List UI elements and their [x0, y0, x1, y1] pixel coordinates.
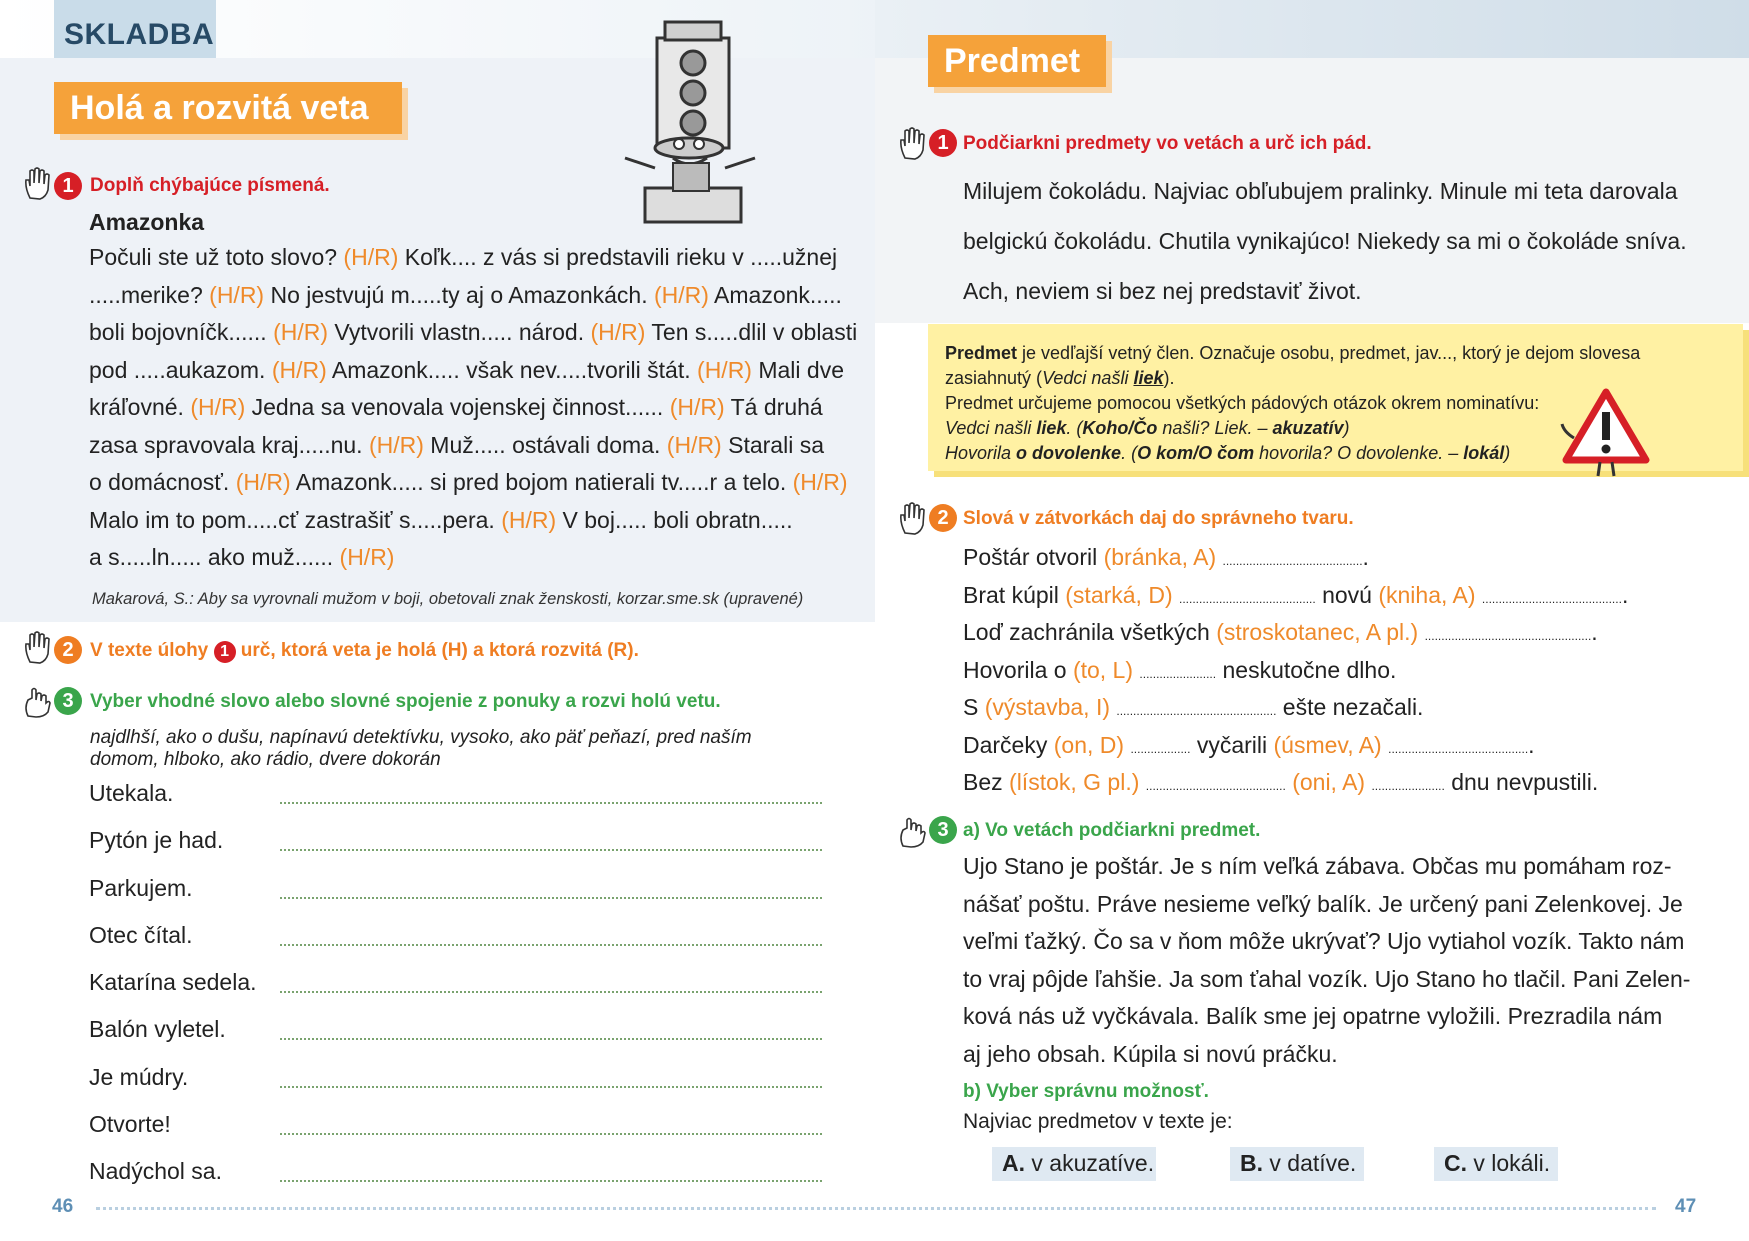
- answer-row: Otec čítal.: [89, 922, 822, 969]
- hand-point-icon: [22, 684, 54, 718]
- info-line: Hovorila o dovolenke. (O kom/O čom hovorila? O dovolenke. – lokál): [945, 443, 1511, 463]
- text-heading: Amazonka: [89, 209, 205, 235]
- text-line: Milujem čokoládu. Najviac obľubujem pralinky. Minule mi teta darovala: [963, 178, 1678, 204]
- fill-row: S (výstavba, I) ................................................ ešte nezačali.: [963, 694, 1424, 720]
- answer-row: Parkujem.: [89, 875, 822, 922]
- text-line: kráľovné. (H/R) Jedna sa venovala vojenskej činnost...... (H/R) Tá druhá: [89, 394, 823, 420]
- info-line: Predmet určujeme pomocou všetkých pádových otázok okrem nominatívu:: [945, 393, 1540, 413]
- answer-row: Balón vyletel.: [89, 1016, 822, 1063]
- text-line: o domácnosť. (H/R) Amazonk..... si pred bojom natierali tv.....r a telo. (H/R): [89, 469, 848, 495]
- answer-field[interactable]: [280, 897, 822, 899]
- page-number-left: 46: [52, 1196, 74, 1217]
- page-number-right: 47: [1675, 1196, 1697, 1217]
- text-line: aj jeho obsah. Kúpila si novú práčku.: [963, 1040, 1338, 1067]
- exercise-text: [963, 178, 1687, 328]
- task-number-badge: 2: [54, 636, 82, 664]
- source-citation: Makarová, S.: Aby sa vyrovnali mužom v boji, obetovali znak ženskosti, korzar.sme.sk (upravené): [92, 590, 804, 608]
- answer-field[interactable]: [280, 944, 822, 946]
- text-line: Počuli ste už toto slovo? (H/R) Koľk.... z vás si predstavili rieku v .....užnej: [89, 244, 838, 270]
- fill-row: Hovorila o (to, L) ....................... neskutočne dlho.: [963, 656, 1397, 683]
- hand-point-icon: [897, 814, 929, 848]
- answer-option-c[interactable]: C. v lokáli.: [1434, 1147, 1558, 1181]
- answer-row: Otvorte!: [89, 1111, 822, 1158]
- warning-sign-icon: [1560, 388, 1652, 480]
- task-reference-badge: 1: [214, 641, 236, 663]
- text-line: boli bojovníčk...... (H/R) Vytvorili vlastn..... národ. (H/R) Ten s.....dlil v oblasti: [89, 319, 858, 345]
- answer-field[interactable]: [280, 802, 822, 804]
- answer-lines: [89, 780, 822, 1206]
- blank-field[interactable]: ..........................................: [1222, 554, 1363, 568]
- exercise-text: [963, 853, 1690, 1078]
- right-page-title: Predmet: [928, 35, 1106, 87]
- blank-field[interactable]: ..........................................: [1145, 779, 1286, 793]
- text-line: a s.....ln..... ako muž...... (H/R): [89, 544, 395, 570]
- text-line: zasa spravovala kraj.....nu. (H/R) Muž..... ostávali doma. (H/R) Starali sa: [89, 431, 824, 458]
- task-number-badge: 3: [929, 816, 957, 844]
- task-number-badge: 2: [929, 504, 957, 532]
- hand-stop-icon: [897, 126, 929, 160]
- blank-field[interactable]: ..........................................: [1481, 591, 1622, 606]
- blank-field[interactable]: ................................................: [1116, 704, 1277, 718]
- fill-in-exercise: [963, 544, 1628, 807]
- text-line: Ujo Stano je poštár. Je s ním veľká zábava. Občas mu pomáham roz-: [963, 853, 1672, 879]
- task-sub-instruction: b) Vyber správnu možnosť.: [963, 1081, 1209, 1102]
- blank-field[interactable]: ......................: [1371, 779, 1445, 793]
- task-instruction: Slová v zátvorkách daj do správneho tvaru.: [963, 508, 1354, 529]
- text-line: to vraj pôjde ľahšie. Ja som ťahal vozík. Ujo Stano ho tlačil. Pani Zelen-: [963, 965, 1691, 992]
- task-number-badge: 3: [54, 687, 82, 715]
- fill-row: Poštár otvoril (bránka, A) ...........................................: [963, 544, 1369, 570]
- answer-row: Katarína sedela.: [89, 969, 822, 1016]
- answer-row: Je múdry.: [89, 1064, 822, 1111]
- answer-row: Nadýchol sa.: [89, 1158, 822, 1205]
- footer-divider: [96, 1207, 1656, 1210]
- answer-field[interactable]: [280, 991, 822, 993]
- text-line: ková nás už vyčkávala. Balík sme jej opatrne vyložili. Prezradila nám: [963, 1003, 1663, 1029]
- fill-row: Bez (lístok, G pl.) .......................................... (oni, A) ...................... dnu nevpustili.: [963, 769, 1599, 795]
- hand-write-icon: [897, 501, 929, 535]
- traffic-light-mascot-icon: [615, 18, 775, 228]
- task-number-badge: 1: [54, 172, 82, 200]
- text-line: nášať poštu. Práve nesieme veľký balík. Je určený pani Zelenkovej. Je: [963, 890, 1683, 917]
- task-number-badge: 1: [929, 129, 957, 157]
- fill-row: Brat kúpil (starká, D) ......................................... novú (kniha, A) ...........................................: [963, 581, 1629, 608]
- text-line: Malo im to pom.....cť zastrašiť s.....pera. (H/R) V boj..... boli obratn.....: [89, 506, 793, 533]
- word-options: najdlhší, ako o dušu, napínavú detektívku, vysoko, ako päť peňazí, pred naším domom, hlboko, ako rádio, dvere dokorán: [90, 727, 752, 770]
- section-label: SKLADBA: [54, 0, 216, 58]
- blank-field[interactable]: .........................................: [1179, 591, 1316, 606]
- answer-field[interactable]: [280, 1038, 822, 1040]
- answer-row: Pytón je had.: [89, 827, 822, 874]
- fill-row: Darčeky (on, D) .................. vyčarili (úsmev, A) ...........................................: [963, 731, 1535, 758]
- blank-field[interactable]: ..........................................: [1388, 741, 1529, 756]
- answer-field[interactable]: [280, 849, 822, 851]
- task-instruction: Doplň chýbajúce písmená.: [90, 175, 330, 196]
- hand-write-icon: [22, 630, 54, 664]
- text-line: .....merike? (H/R) No jestvujú m.....ty aj o Amazonkách. (H/R) Amazonk.....: [89, 281, 842, 308]
- info-line: Vedci našli liek. (Koho/Čo našli? Liek. – akuzatív): [945, 418, 1350, 438]
- blank-field[interactable]: ..................................................: [1424, 629, 1592, 643]
- left-page-title: Holá a rozvitá veta: [54, 82, 402, 134]
- task-instruction: Vyber vhodné slovo alebo slovné spojenie z ponuky a rozvi holú vetu.: [90, 691, 721, 712]
- text-line: pod .....aukazom. (H/R) Amazonk..... však nev.....tvorili štát. (H/R) Mali dve: [89, 356, 845, 383]
- task-instruction: V texte úlohy 1 urč, ktorá veta je holá (H) a ktorá rozvitá (R).: [90, 640, 639, 661]
- hand-stop-icon: [22, 166, 54, 200]
- task-instruction: Podčiarkni predmety vo vetách a urč ich pád.: [963, 133, 1372, 154]
- answer-field[interactable]: [280, 1133, 822, 1135]
- blank-field[interactable]: .......................: [1139, 666, 1217, 681]
- info-line: Predmet je vedľajší vetný člen. Označuje osobu, predmet, jav..., ktorý je dejom slovesa: [945, 343, 1641, 363]
- answer-option-a[interactable]: A. v akuzatíve.: [992, 1147, 1156, 1181]
- text-line: Ach, neviem si bez nej predstaviť život.: [963, 278, 1362, 304]
- exercise-text: [89, 244, 857, 582]
- task-instruction: a) Vo vetách podčiarkni predmet.: [963, 820, 1261, 841]
- answer-option-b[interactable]: B. v datíve.: [1230, 1147, 1364, 1181]
- text-line: belgickú čokoládu. Chutila vynikajúco! Niekedy sa mi o čokoláde sníva.: [963, 228, 1687, 254]
- blank-field[interactable]: ..................: [1130, 741, 1191, 756]
- info-line: zasiahnutý (Vedci našli liek).: [945, 368, 1175, 388]
- text-line: veľmi ťažký. Čo sa v ňom môže ukrývať? Ujo vytiahol vozík. Takto nám: [963, 928, 1685, 954]
- answer-field[interactable]: [280, 1180, 822, 1182]
- answer-field[interactable]: [280, 1086, 822, 1088]
- question-text: Najviac predmetov v texte je:: [963, 1110, 1233, 1133]
- answer-row: Utekala.: [89, 780, 822, 827]
- fill-row: Loď zachránila všetkých (stroskotanec, A pl.) ...................................................: [963, 619, 1598, 645]
